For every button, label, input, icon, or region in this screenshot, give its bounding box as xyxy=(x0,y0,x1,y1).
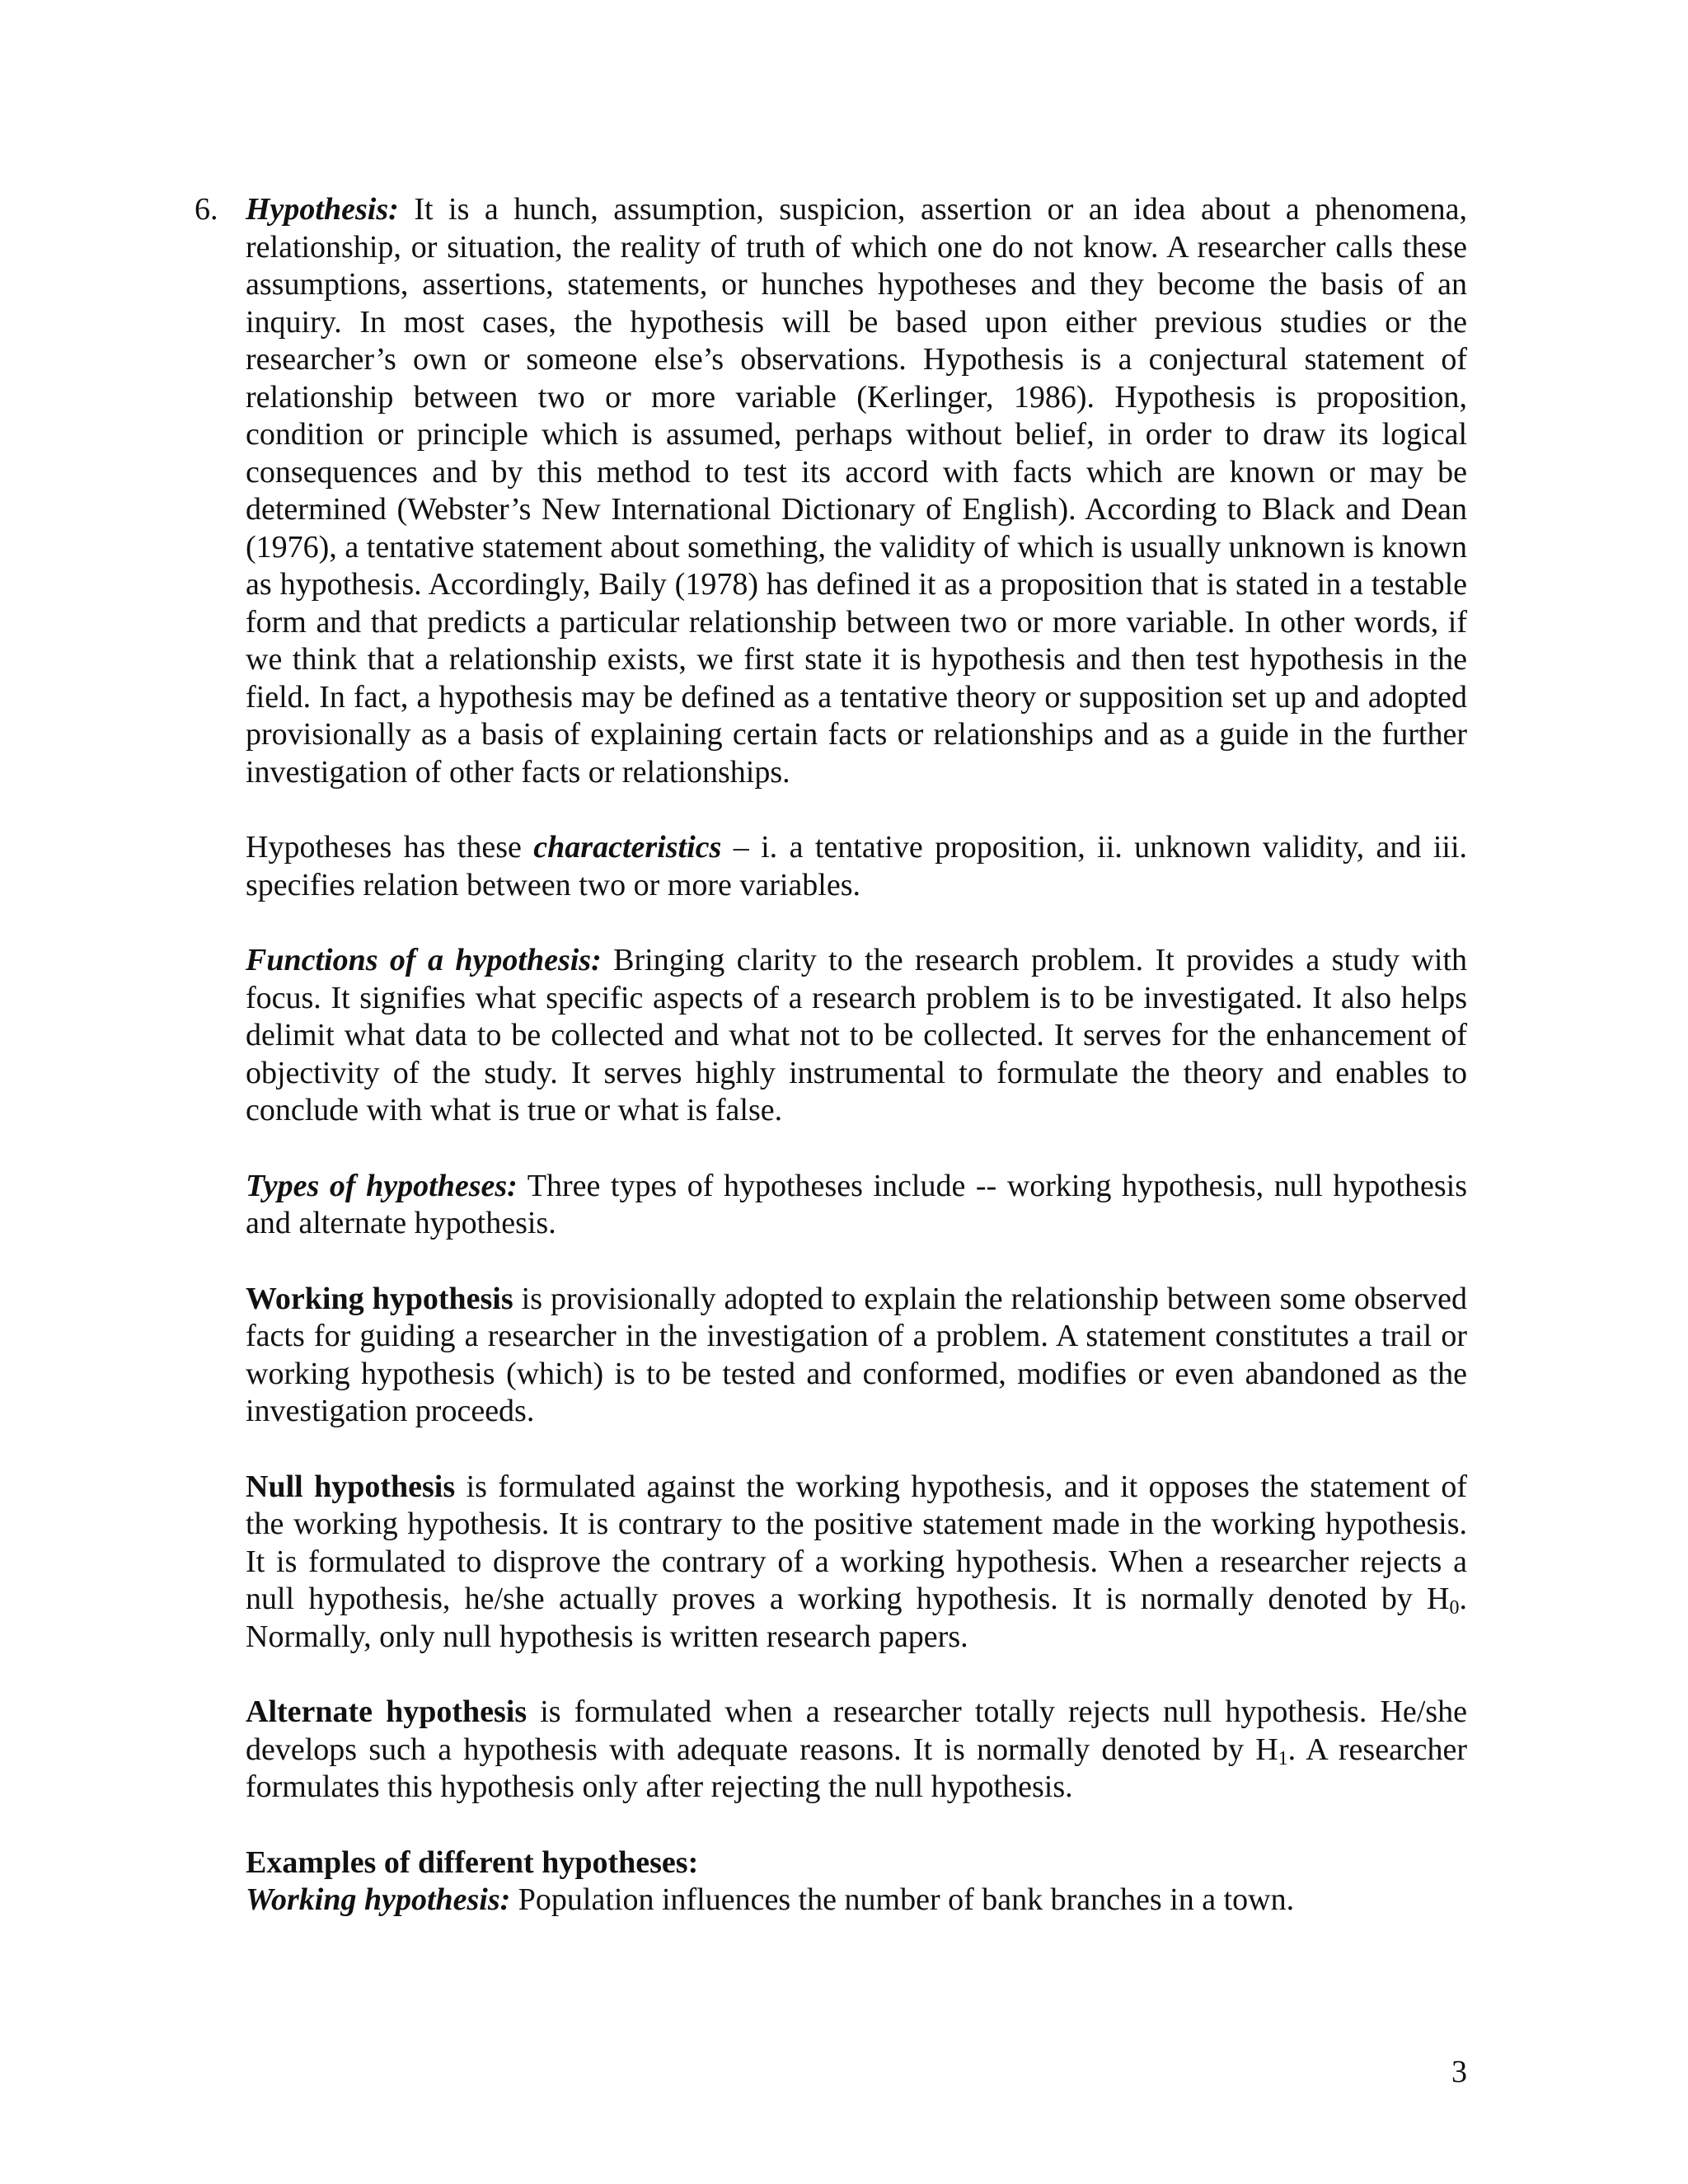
examples-working-paragraph xyxy=(246,1882,1467,1919)
null-hypothesis-subscript: 0 xyxy=(1449,1597,1460,1619)
page-content xyxy=(195,191,1468,1919)
null-hypothesis-paragraph xyxy=(246,1469,1467,1657)
page-number: 3 xyxy=(1451,2055,1467,2089)
characteristics-intro: Hypotheses has these xyxy=(246,830,534,865)
working-hypothesis-paragraph xyxy=(246,1281,1467,1431)
examples-working-text: Population influences the number of bank branches in a town. xyxy=(510,1882,1295,1917)
functions-text: Bringing clarity to the research problem. It provides a study with focus. It signifies what specific aspects of a research problem is to be investigated. It also helps delimit what data to be collected and what not to be collected. It serves for the enhancement of objectivity of the study. It serves highly instrumental to formulate the theory and enables to conclude with what is true or what is false. xyxy=(246,943,1467,1127)
types-text: Three types of hypotheses include -- working hypothesis, null hypothesis and alternate hypothesis. xyxy=(246,1168,1467,1240)
types-paragraph xyxy=(246,1168,1467,1243)
characteristics-paragraph xyxy=(246,829,1467,904)
list-item-hypothesis xyxy=(195,191,1467,791)
null-hypothesis-text-end: . Normally, only null hypothesis is written research papers. xyxy=(246,1582,1467,1654)
hypothesis-heading: Hypothesis: xyxy=(246,192,399,227)
list-item-number: 6. xyxy=(195,192,218,227)
hypothesis-paragraph xyxy=(246,191,1467,791)
characteristics-term: characteristics xyxy=(533,830,722,865)
functions-paragraph xyxy=(246,942,1467,1130)
alternate-hypothesis-paragraph xyxy=(246,1694,1467,1807)
working-hypothesis-text: is provisionally adopted to explain the relationship between some observed facts for guiding a researcher in the investigation of a problem. A statement constitutes a trail or working hypothesis (which) is to be tested and conformed, modifies or even abandoned as the investigation proceeds. xyxy=(246,1281,1467,1428)
functions-heading: Functions of a hypothesis: xyxy=(246,943,602,977)
hypothesis-text: It is a hunch, assumption, suspicion, assertion or an idea about a phenomena, relationship, or situation, the reality of truth of which one do not know. A researcher calls these assumptions, assertions, statements, or hunches hypotheses and they become the basis of an inquiry. In most cases, the hypothesis will be based upon either previous studies or the researcher’s own or someone else’s observations. Hypothesis is a conjectural statement of relationship between two or more variable (Kerlinger, 1986). Hypothesis is proposition, condition or principle which is assumed, perhaps without belief, in order to draw its logical consequences and by this method to test its accord with facts which are known or may be determined (Webster’s New International Dictionary of English). According to Black and Dean (1976), a tentative statement about something, the validity of which is usually unknown is known as hypothesis. Accordingly, Baily (1978) has defined it as a proposition that is stated in a testable form and that predicts a particular relationship between two or more variable. In other words, if we think that a relationship exists, we first state it is hypothesis and then test hypothesis in the field. In fact, a hypothesis may be defined as a tentative theory or supposition set up and adopted provisionally as a basis of explaining certain facts or relationships and as a guide in the further investigation of other facts or relationships. xyxy=(246,192,1467,790)
alternate-hypothesis-text: is formulated when a researcher totally rejects null hypothesis. He/she develops such a hypothesis with adequate reasons. It is normally denoted by H xyxy=(246,1694,1467,1767)
alternate-hypothesis-text-end: . A researcher formulates this hypothesis only after rejecting the null hypothesis. xyxy=(246,1732,1467,1804)
characteristics-list: – i. a tentative proposition, ii. unknown validity, and iii. specifies relation between two or more variables. xyxy=(246,830,1468,902)
examples-working-label: Working hypothesis: xyxy=(246,1882,511,1917)
working-hypothesis-heading: Working hypothesis xyxy=(246,1281,513,1316)
types-heading: Types of hypotheses: xyxy=(246,1168,518,1203)
alternate-hypothesis-heading: Alternate hypothesis xyxy=(246,1694,528,1729)
null-hypothesis-text: is formulated against the working hypothesis, and it opposes the statement of the working hypothesis. It is contrary to the positive statement made in the working hypothesis. It is formulated to disprove the contrary of a working hypothesis. When a researcher rejects a null hypothesis, he/she actually proves a working hypothesis. It is normally denoted by H xyxy=(246,1469,1467,1616)
alternate-hypothesis-subscript: 1 xyxy=(1278,1747,1288,1769)
examples-heading: Examples of different hypotheses: xyxy=(246,1844,699,1880)
null-hypothesis-heading: Null hypothesis xyxy=(246,1469,456,1504)
